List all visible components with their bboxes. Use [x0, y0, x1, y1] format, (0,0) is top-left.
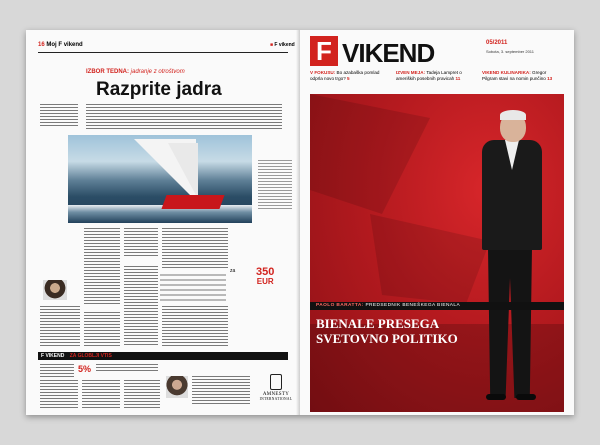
- teaser-item[interactable]: VIKEND KULINARIKA: Gregor Pilgram stavi na nomin punčino 13: [482, 70, 553, 81]
- teaser-item[interactable]: V FOKUSU: Bo azabaška pomlad odprla novo trgo? 5: [310, 70, 380, 81]
- page-number: 16: [38, 42, 45, 48]
- candle-icon: [270, 374, 282, 390]
- author-photo: [43, 280, 67, 300]
- column-text: [40, 380, 78, 408]
- header-rule: [38, 52, 288, 53]
- column-text: [96, 364, 158, 372]
- logo-f-block: F: [310, 36, 338, 66]
- magazine-spread: [26, 30, 574, 415]
- cover-image: [310, 94, 564, 412]
- cover-page: [300, 30, 574, 415]
- left-page: [26, 30, 300, 415]
- masthead: VIKEND: [342, 38, 435, 68]
- corner-label: ■ F vikend: [270, 42, 295, 48]
- cover-band: PAOLO BARATTA: PREDSEDNIK BENEŠKEGA BIENALA: [310, 302, 564, 310]
- teaser-item[interactable]: IZVEN MEJA: Tadeja Lampret o ameriških posebnih pravicah 11: [396, 70, 462, 81]
- section-bar: F VIKEND ZA GLOBLJI VTIS: [38, 352, 288, 360]
- column-text: [124, 228, 158, 258]
- boat-graphic: [161, 195, 224, 209]
- column-text: [40, 306, 80, 346]
- section-name: Moj F vikend: [46, 42, 83, 48]
- price-tag: 350 EUR: [256, 266, 275, 286]
- kicker: IZBOR TEDNA: jadranje z otroštvom: [86, 69, 185, 75]
- column-text: [84, 312, 120, 346]
- column-text: [192, 376, 250, 404]
- price-label: za: [230, 268, 236, 274]
- sailing-photo: [68, 135, 252, 223]
- column-text: [82, 380, 120, 408]
- columnist-photo: [166, 376, 188, 398]
- column-text: [124, 266, 158, 346]
- amnesty-logo: AMNESTY INTERNATIONAL: [256, 374, 296, 401]
- column-text: [84, 228, 120, 306]
- cover-headline: BIENALE PRESEGA SVETOVNO POLITIKO: [316, 316, 458, 346]
- issue-date: Sobota, 3. september 2011: [486, 49, 534, 54]
- percent-stat: 5%: [78, 364, 92, 374]
- issue-number: 05/2011: [486, 40, 508, 46]
- pull-quote: [160, 274, 226, 302]
- column-text: [162, 306, 228, 346]
- sidebar-box: [258, 160, 294, 210]
- byline-text: [40, 104, 78, 128]
- article-headline: Razprite jadra: [96, 79, 222, 100]
- column-text: [40, 364, 74, 378]
- column-text: [124, 380, 160, 408]
- page-header: [38, 42, 83, 48]
- article-intro: [86, 104, 282, 130]
- teaser-row: [310, 70, 564, 94]
- column-text: [162, 228, 228, 268]
